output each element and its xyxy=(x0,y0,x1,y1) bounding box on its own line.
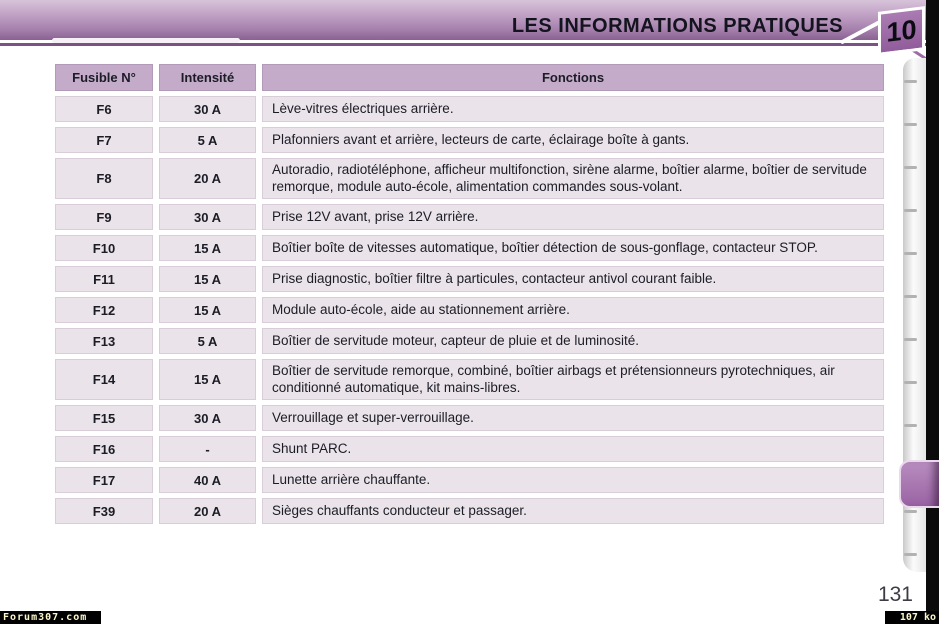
intensity-cell: 20 A xyxy=(159,498,256,524)
table-row xyxy=(55,266,884,292)
table-row xyxy=(55,467,884,493)
table-row xyxy=(55,328,884,354)
intensity-cell: 5 A xyxy=(159,127,256,153)
intensity-cell: 40 A xyxy=(159,467,256,493)
table-row xyxy=(55,436,884,462)
fuse-number-cell: F9 xyxy=(55,204,153,230)
column-header-functions: Fonctions xyxy=(262,64,884,91)
active-chapter-tab xyxy=(899,460,939,508)
function-cell: Boîtier boîte de vitesses automatique, boîtier détection de sous-gonflage, contacteur STOP. xyxy=(262,235,884,261)
intensity-cell: 15 A xyxy=(159,297,256,323)
fuse-number-cell: F13 xyxy=(55,328,153,354)
table-row xyxy=(55,297,884,323)
column-header-fuse: Fusible N° xyxy=(55,64,153,91)
intensity-cell: 5 A xyxy=(159,328,256,354)
intensity-cell: 30 A xyxy=(159,405,256,431)
chapter-number-badge: 10 xyxy=(878,6,925,56)
fuse-number-cell: F14 xyxy=(55,359,153,400)
function-cell: Sièges chauffants conducteur et passager. xyxy=(262,498,884,524)
function-cell: Boîtier de servitude remorque, combiné, boîtier airbags et prétensionneurs pyrotechniques, air conditionné automatique, kit mains-libres. xyxy=(262,359,884,400)
fuse-table-body xyxy=(55,96,884,524)
table-header-row xyxy=(55,64,884,91)
intensity-cell: 30 A xyxy=(159,204,256,230)
function-cell: Verrouillage et super-verrouillage. xyxy=(262,405,884,431)
intensity-cell: 15 A xyxy=(159,266,256,292)
fuse-number-cell: F7 xyxy=(55,127,153,153)
function-cell: Lève-vitres électriques arrière. xyxy=(262,96,884,122)
fuse-number-cell: F39 xyxy=(55,498,153,524)
fuse-number-cell: F15 xyxy=(55,405,153,431)
fuse-number-cell: F16 xyxy=(55,436,153,462)
function-cell: Boîtier de servitude moteur, capteur de pluie et de luminosité. xyxy=(262,328,884,354)
function-cell: Plafonniers avant et arrière, lecteurs de carte, éclairage boîte à gants. xyxy=(262,127,884,153)
chapter-notch xyxy=(904,209,917,212)
function-cell: Module auto-école, aide au stationnement arrière. xyxy=(262,297,884,323)
chapter-notch xyxy=(904,295,917,298)
chapter-notch xyxy=(904,252,917,255)
file-size-label: 107 ko xyxy=(885,611,939,624)
function-cell: Autoradio, radiotéléphone, afficheur multifonction, sirène alarme, boîtier alarme, boîtier de servitude remorque, module auto-école, alimentation commandes sous-volant. xyxy=(262,158,884,199)
function-cell: Shunt PARC. xyxy=(262,436,884,462)
table-row xyxy=(55,498,884,524)
chapter-notch xyxy=(904,424,917,427)
column-header-intensity: Intensité xyxy=(159,64,256,91)
table-row xyxy=(55,158,884,199)
function-cell: Prise 12V avant, prise 12V arrière. xyxy=(262,204,884,230)
page-title: LES INFORMATIONS PRATIQUES xyxy=(511,15,843,37)
fuse-number-cell: F12 xyxy=(55,297,153,323)
chapter-notch xyxy=(904,166,917,169)
intensity-cell: 15 A xyxy=(159,359,256,400)
fuse-table xyxy=(55,64,884,529)
chapter-notch xyxy=(904,338,917,341)
fuse-number-cell: F17 xyxy=(55,467,153,493)
header-left-highlight xyxy=(52,38,240,43)
chapter-notch xyxy=(904,80,917,83)
chapter-notch xyxy=(904,553,917,556)
function-cell: Prise diagnostic, boîtier filtre à particules, contacteur antivol courant faible. xyxy=(262,266,884,292)
intensity-cell: 20 A xyxy=(159,158,256,199)
fuse-number-cell: F10 xyxy=(55,235,153,261)
fuse-number-cell: F11 xyxy=(55,266,153,292)
page-number: 131 xyxy=(877,583,913,606)
fuse-number-cell: F8 xyxy=(55,158,153,199)
intensity-cell: 30 A xyxy=(159,96,256,122)
header-underline xyxy=(0,43,939,46)
table-row xyxy=(55,127,884,153)
intensity-cell: 15 A xyxy=(159,235,256,261)
chapter-notch xyxy=(904,381,917,384)
table-row xyxy=(55,359,884,400)
chapter-notch xyxy=(904,510,917,513)
table-row xyxy=(55,204,884,230)
intensity-cell: - xyxy=(159,436,256,462)
table-row xyxy=(55,235,884,261)
fuse-number-cell: F6 xyxy=(55,96,153,122)
chapter-notch xyxy=(904,123,917,126)
function-cell: Lunette arrière chauffante. xyxy=(262,467,884,493)
table-row xyxy=(55,96,884,122)
table-row xyxy=(55,405,884,431)
forum-watermark: Forum307.com xyxy=(0,611,101,624)
page-edge-strip xyxy=(926,0,939,624)
